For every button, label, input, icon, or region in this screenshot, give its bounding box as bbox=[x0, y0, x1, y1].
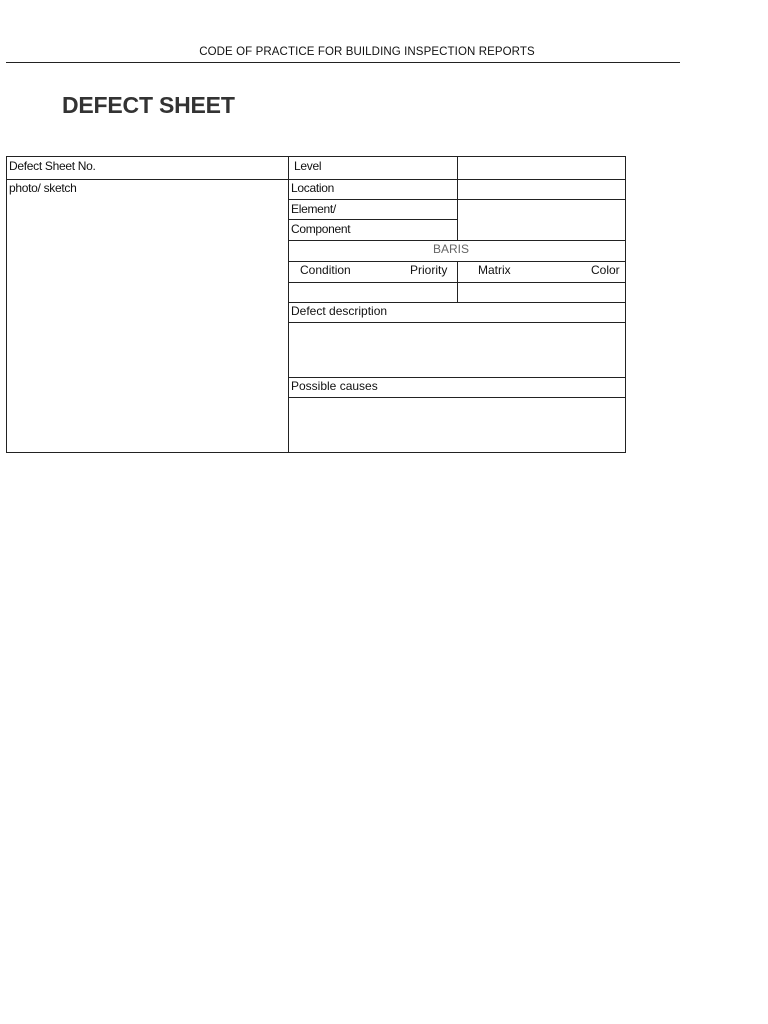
location-label: Location bbox=[291, 181, 334, 195]
row-divider-9 bbox=[288, 377, 626, 378]
row-divider-1 bbox=[6, 179, 626, 180]
row-divider-10 bbox=[288, 397, 626, 398]
element-label: Element/ bbox=[291, 202, 336, 216]
row-divider-7 bbox=[288, 302, 626, 303]
photo-sketch-label: photo/ sketch bbox=[9, 181, 77, 195]
form-column-divider bbox=[288, 156, 289, 453]
defect-sheet-form bbox=[6, 156, 626, 453]
possible-causes-label: Possible causes bbox=[291, 379, 378, 393]
running-header-text: CODE OF PRACTICE FOR BUILDING INSPECTION REPORTS bbox=[199, 46, 535, 58]
baris-column-divider bbox=[457, 261, 458, 302]
row-divider-4 bbox=[288, 240, 626, 241]
defect-description-label: Defect description bbox=[291, 304, 388, 318]
defect-sheet-no-label: Defect Sheet No. bbox=[9, 159, 96, 173]
component-label: Component bbox=[291, 222, 351, 236]
color-label: Color bbox=[591, 263, 620, 277]
condition-label: Condition bbox=[300, 263, 351, 277]
baris-label: BARIS bbox=[433, 242, 470, 256]
value-column-divider bbox=[457, 156, 458, 240]
header-divider bbox=[6, 62, 680, 63]
priority-label: Priority bbox=[410, 263, 448, 277]
matrix-label: Matrix bbox=[478, 263, 511, 277]
level-label: Level bbox=[294, 159, 322, 173]
page-title: DEFECT SHEET bbox=[62, 92, 235, 118]
row-divider-8 bbox=[288, 322, 626, 323]
row-divider-3 bbox=[288, 219, 457, 220]
